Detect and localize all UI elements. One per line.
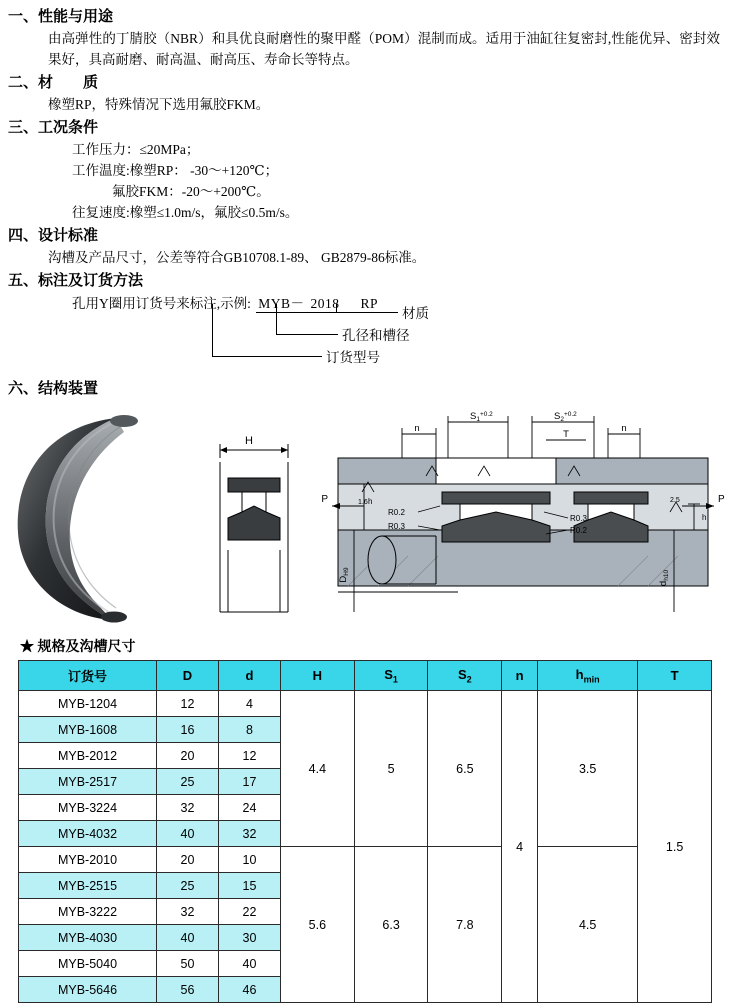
- th-order-code: 订货号: [19, 661, 157, 691]
- section-heading-5: [0, 270, 730, 292]
- label-h-left: h: [368, 497, 373, 506]
- cell-n: 4: [502, 691, 538, 1003]
- cell-d: 30: [219, 925, 281, 951]
- leader-line-bore-h: [276, 334, 338, 335]
- th-hmin: $h_{min}$: [538, 661, 638, 691]
- th-D: D: [157, 661, 219, 691]
- label-H: H: [245, 435, 253, 447]
- label-P-left: P: [321, 494, 328, 505]
- section-title: 材 质: [38, 75, 99, 91]
- cell-D: 56: [157, 977, 219, 1003]
- cell-d: 32: [219, 821, 281, 847]
- cell-D: 12: [157, 691, 219, 717]
- legend-bore: 孔径和槽径: [342, 328, 410, 343]
- label-h-right: h: [702, 513, 707, 522]
- section-heading-6: [0, 378, 730, 400]
- cell-S2-group2: 7.8: [428, 847, 502, 1003]
- leader-line-type-h: [212, 356, 322, 357]
- cell-D: 20: [157, 847, 219, 873]
- label-R03b: R0.3: [570, 514, 587, 523]
- label-S2: $S_2^{+0.2}$: [554, 411, 577, 423]
- legend-material: 材质: [402, 306, 429, 321]
- section-title: 工况条件: [38, 120, 99, 136]
- order-code-size: 2018: [307, 296, 344, 313]
- cell-code: MYB-2010: [19, 847, 157, 873]
- section-number: 二、: [8, 75, 39, 91]
- section-title: 结构装置: [38, 381, 99, 397]
- cell-D: 40: [157, 925, 219, 951]
- label-T: T: [563, 429, 569, 440]
- section-body-3-line1: 工作压力：≤20MPa；: [72, 142, 200, 157]
- cell-d: 40: [219, 951, 281, 977]
- legend-type: 订货型号: [326, 350, 380, 365]
- section-heading-2: [0, 72, 730, 94]
- cell-code: MYB-5646: [19, 977, 157, 1003]
- label-R03a: R0.3: [388, 522, 405, 531]
- section-title: 标注及订货方法: [38, 273, 144, 289]
- cell-d: 15: [219, 873, 281, 899]
- order-code-example-label: 孔用Y圈用订货号来标注,示例:: [72, 296, 251, 311]
- figures-row: [0, 400, 730, 630]
- order-code-diagram: [0, 292, 730, 370]
- section-body-3-line2: 工作温度:橡塑RP： -30～+120℃；: [72, 163, 279, 178]
- cell-code: MYB-3224: [19, 795, 157, 821]
- cell-code: MYB-2515: [19, 873, 157, 899]
- leader-line-material-v: [336, 304, 337, 312]
- label-ra-left: 1.6: [358, 499, 368, 506]
- table-header-row: [19, 661, 712, 691]
- table-row: [19, 847, 712, 873]
- order-code-material: RP: [358, 296, 382, 313]
- cell-hmin-group2: 4.5: [538, 847, 638, 1003]
- label-n-right: n: [621, 423, 627, 434]
- cell-D: 25: [157, 769, 219, 795]
- th-n: n: [502, 661, 538, 691]
- th-d: d: [219, 661, 281, 691]
- section-heading-4: [0, 225, 730, 247]
- cell-d: 46: [219, 977, 281, 1003]
- cell-code: MYB-4030: [19, 925, 157, 951]
- section-heading-1: [0, 6, 730, 28]
- cell-d: 10: [219, 847, 281, 873]
- th-T: T: [638, 661, 712, 691]
- cell-D: 32: [157, 899, 219, 925]
- cell-H-group2: 5.6: [281, 847, 355, 1003]
- label-R02: R0.2: [388, 508, 405, 517]
- th-H: H: [281, 661, 355, 691]
- cell-code: MYB-1608: [19, 717, 157, 743]
- cell-hmin-group1: 3.5: [538, 691, 638, 847]
- cell-S1-group1: 5: [354, 691, 428, 847]
- section-number: 五、: [8, 273, 39, 289]
- table-head: [19, 661, 712, 691]
- cell-d: 22: [219, 899, 281, 925]
- label-n-left: n: [414, 423, 420, 434]
- cell-d: 8: [219, 717, 281, 743]
- th-S1: $S_1$: [354, 661, 428, 691]
- label-R02b: R0.2: [570, 526, 587, 535]
- section-number: 四、: [8, 228, 39, 244]
- cell-code: MYB-2517: [19, 769, 157, 795]
- cell-D: 32: [157, 795, 219, 821]
- cell-T: 1.5: [638, 691, 712, 1003]
- section-number: 三、: [8, 120, 39, 136]
- section-body-3-line4: 往复速度:橡塑≤1.0m/s，氟胶≤0.5m/s。: [72, 205, 299, 220]
- spec-table: [18, 660, 712, 1003]
- section-heading-3: [0, 117, 730, 139]
- leader-line-type-v: [212, 304, 213, 356]
- table-row: [19, 691, 712, 717]
- section-title: 性能与用途: [38, 9, 114, 25]
- text-content: [0, 6, 730, 400]
- label-ra-right: 2.5: [670, 497, 680, 504]
- leader-line-material-h: [336, 312, 398, 313]
- cell-d: 24: [219, 795, 281, 821]
- groove-installation-figure: [318, 400, 728, 630]
- cell-D: 25: [157, 873, 219, 899]
- section-body-1: 由高弹性的丁腈胶（NBR）和具优良耐磨性的聚甲醛（POM）混制而成。适用于油缸往复密封,性能优异、密封效果好，具高耐磨、耐高温、耐高压、寿命长等特点。: [48, 31, 720, 67]
- table-title: ★ 规格及沟槽尺寸: [20, 640, 136, 655]
- cross-section-figure: [196, 400, 311, 630]
- cell-code: MYB-3222: [19, 899, 157, 925]
- cell-D: 50: [157, 951, 219, 977]
- seal-ring-3d-figure: [0, 400, 200, 630]
- label-D: $D_{H9}$: [338, 567, 350, 583]
- cell-code: MYB-2012: [19, 743, 157, 769]
- label-d: $d_{h10}$: [658, 569, 670, 587]
- cell-S1-group2: 6.3: [354, 847, 428, 1003]
- label-S1: $S_1^{+0.2}$: [470, 411, 493, 423]
- cell-H-group1: 4.4: [281, 691, 355, 847]
- cell-d: 12: [219, 743, 281, 769]
- section-title: 设计标准: [38, 228, 99, 244]
- table-body: [19, 691, 712, 1003]
- section-body-4: 沟槽及产品尺寸，公差等符合GB10708.1-89、 GB2879-86标准。: [48, 250, 426, 265]
- cell-D: 40: [157, 821, 219, 847]
- section-number: 一、: [8, 9, 39, 25]
- section-body-3-line3: 氟胶FKM：-20～+200℃。: [112, 184, 270, 199]
- th-S2: $S_2$: [428, 661, 502, 691]
- cell-code: MYB-1204: [19, 691, 157, 717]
- order-code-prefix: MYB－: [256, 292, 306, 313]
- cell-code: MYB-4032: [19, 821, 157, 847]
- cell-D: 20: [157, 743, 219, 769]
- label-P-right: P: [718, 494, 725, 505]
- cell-D: 16: [157, 717, 219, 743]
- section-body-2: 橡塑RP，特殊情况下选用氟胶FKM。: [48, 97, 270, 112]
- leader-line-bore-v: [276, 304, 277, 334]
- section-number: 六、: [8, 381, 39, 397]
- cell-d: 17: [219, 769, 281, 795]
- cell-code: MYB-5040: [19, 951, 157, 977]
- cell-d: 4: [219, 691, 281, 717]
- cell-S2-group1: 6.5: [428, 691, 502, 847]
